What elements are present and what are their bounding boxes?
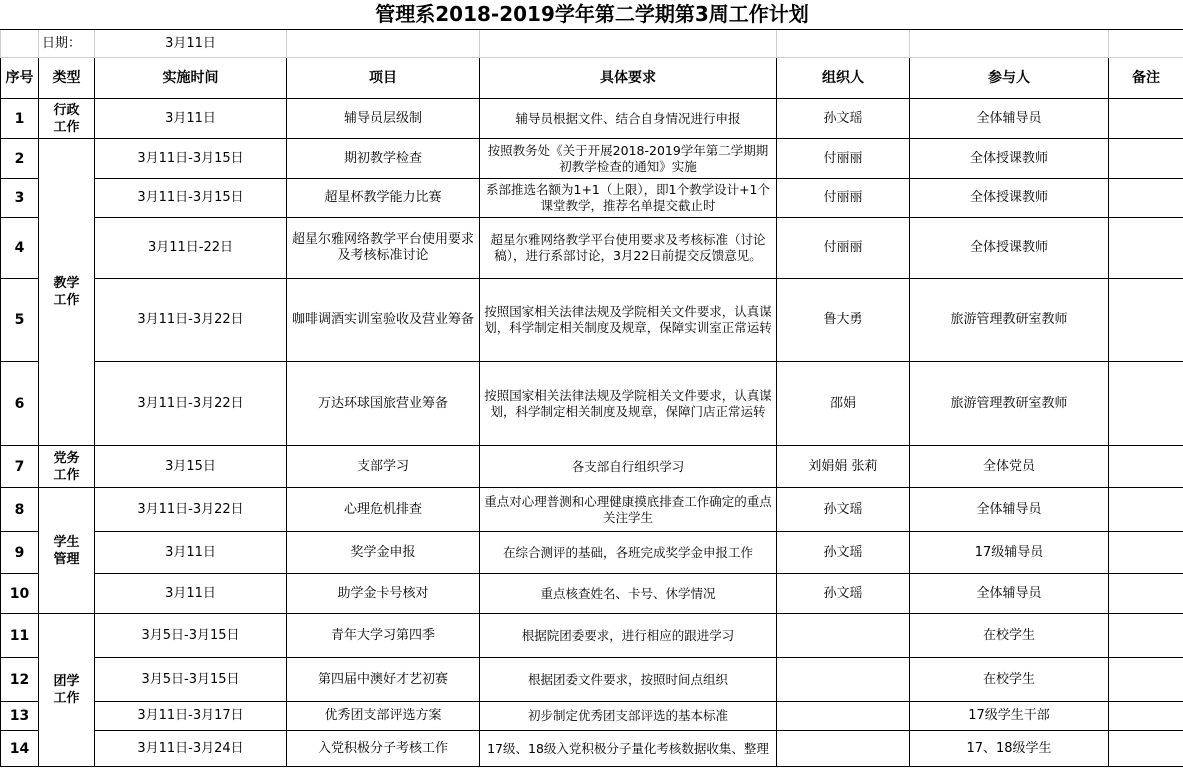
organizer-cell[interactable]: 鲁大勇 <box>777 279 910 362</box>
requirement-cell[interactable]: 重点对心理普测和心理健康摸底排查工作确定的重点关注学生 <box>480 488 777 532</box>
row-number: 14 <box>1 731 39 767</box>
requirement-cell[interactable]: 根据团委文件要求，按照时间点组织 <box>480 658 777 702</box>
item-cell[interactable]: 咖啡调酒实训室验收及营业筹备 <box>287 279 480 362</box>
row-number: 10 <box>1 574 39 614</box>
table-row <box>1 488 1183 532</box>
item-cell[interactable]: 超星尔雅网络教学平台使用要求及考核标准讨论 <box>287 218 480 279</box>
table-row <box>1 702 1183 731</box>
participants-cell[interactable]: 全体辅导员 <box>910 99 1109 139</box>
participants-cell[interactable]: 全体授课教师 <box>910 179 1109 218</box>
requirement-cell[interactable]: 辅导员根据文件、结合自身情况进行申报 <box>480 99 777 139</box>
time-cell[interactable]: 3月11日-3月15日 <box>95 139 287 179</box>
time-cell[interactable]: 3月11日-22日 <box>95 218 287 279</box>
item-cell[interactable]: 支部学习 <box>287 446 480 488</box>
organizer-cell[interactable]: 刘娟娟 张莉 <box>777 446 910 488</box>
participants-cell[interactable]: 全体党员 <box>910 446 1109 488</box>
requirement-cell[interactable]: 17级、18级入党积极分子量化考核数据收集、整理 <box>480 731 777 767</box>
time-cell[interactable]: 3月11日-3月22日 <box>95 279 287 362</box>
organizer-cell[interactable]: 孙文瑶 <box>777 99 910 139</box>
remarks-cell[interactable] <box>1109 614 1183 658</box>
remarks-cell[interactable] <box>1109 702 1183 731</box>
item-cell[interactable]: 辅导员层级制 <box>287 99 480 139</box>
time-cell[interactable]: 3月11日-3月17日 <box>95 702 287 731</box>
participants-cell[interactable]: 17级辅导员 <box>910 532 1109 574</box>
remarks-cell[interactable] <box>1109 99 1183 139</box>
row-number: 4 <box>1 218 39 279</box>
item-cell[interactable]: 青年大学习第四季 <box>287 614 480 658</box>
time-cell[interactable]: 3月5日-3月15日 <box>95 614 287 658</box>
time-cell[interactable]: 3月11日 <box>95 574 287 614</box>
time-cell[interactable]: 3月11日 <box>95 532 287 574</box>
header-participants: 参与人 <box>910 58 1109 99</box>
item-cell[interactable]: 期初教学检查 <box>287 139 480 179</box>
row-number: 6 <box>1 362 39 446</box>
time-cell[interactable]: 3月11日-3月24日 <box>95 731 287 767</box>
requirement-cell[interactable]: 初步制定优秀团支部评选的基本标准 <box>480 702 777 731</box>
item-cell[interactable]: 万达环球国旅营业筹备 <box>287 362 480 446</box>
remarks-cell[interactable] <box>1109 658 1183 702</box>
date-label: 日期： <box>39 30 95 58</box>
row-number: 13 <box>1 702 39 731</box>
organizer-cell[interactable] <box>777 731 910 767</box>
item-cell[interactable]: 优秀团支部评选方案 <box>287 702 480 731</box>
organizer-cell[interactable]: 邵娟 <box>777 362 910 446</box>
table-row <box>1 139 1183 179</box>
date-row <box>1 30 1183 58</box>
requirement-cell[interactable]: 按照国家相关法律法规及学院相关文件要求，认真谋划，科学制定相关制度及规章，保障门店正常运转 <box>480 362 777 446</box>
remarks-cell[interactable] <box>1109 139 1183 179</box>
organizer-cell[interactable]: 孙文瑶 <box>777 488 910 532</box>
requirement-cell[interactable]: 重点核查姓名、卡号、休学情况 <box>480 574 777 614</box>
header-time: 实施时间 <box>95 58 287 99</box>
header-no: 序号 <box>1 58 39 99</box>
time-cell[interactable]: 3月11日-3月22日 <box>95 362 287 446</box>
category-admin: 行政 工作 <box>39 99 95 139</box>
category-student: 学生 管理 <box>39 488 95 614</box>
time-cell[interactable]: 3月11日 <box>95 99 287 139</box>
header-row <box>1 58 1183 99</box>
remarks-cell[interactable] <box>1109 279 1183 362</box>
item-cell[interactable]: 心理危机排查 <box>287 488 480 532</box>
category-party: 党务 工作 <box>39 446 95 488</box>
header-requirement: 具体要求 <box>480 58 777 99</box>
time-cell[interactable]: 3月5日-3月15日 <box>95 658 287 702</box>
remarks-cell[interactable] <box>1109 488 1183 532</box>
date-value[interactable]: 3月11日 <box>95 30 287 58</box>
time-cell[interactable]: 3月11日-3月22日 <box>95 488 287 532</box>
table-row <box>1 614 1183 658</box>
table-row <box>1 279 1183 362</box>
participants-cell[interactable]: 全体辅导员 <box>910 574 1109 614</box>
participants-cell[interactable]: 旅游管理教研室教师 <box>910 362 1109 446</box>
participants-cell[interactable]: 在校学生 <box>910 614 1109 658</box>
requirement-cell[interactable]: 按照国家相关法律法规及学院相关文件要求，认真谋划，科学制定相关制度及规章，保障实训室正常运转 <box>480 279 777 362</box>
row-number: 1 <box>1 99 39 139</box>
table-row <box>1 362 1183 446</box>
remarks-cell[interactable] <box>1109 362 1183 446</box>
organizer-cell[interactable]: 付丽丽 <box>777 179 910 218</box>
organizer-cell[interactable] <box>777 702 910 731</box>
item-cell[interactable]: 助学金卡号核对 <box>287 574 480 614</box>
organizer-cell[interactable] <box>777 658 910 702</box>
table-row <box>1 731 1183 767</box>
requirement-cell[interactable]: 系部推选名额为1+1（上限），即1个教学设计+1个课堂教学，推荐名单提交截止时 <box>480 179 777 218</box>
row-number: 3 <box>1 179 39 218</box>
requirement-cell[interactable]: 根据院团委要求，进行相应的跟进学习 <box>480 614 777 658</box>
row-number: 7 <box>1 446 39 488</box>
organizer-cell[interactable]: 付丽丽 <box>777 218 910 279</box>
item-cell[interactable]: 奖学金申报 <box>287 532 480 574</box>
row-number: 2 <box>1 139 39 179</box>
page-title: 管理系2018-2019学年第二学期第3周工作计划 <box>1 0 1183 30</box>
table-row <box>1 532 1183 574</box>
table-row <box>1 574 1183 614</box>
table-row <box>1 218 1183 279</box>
organizer-cell[interactable]: 孙文瑶 <box>777 532 910 574</box>
requirement-cell[interactable]: 按照教务处《关于开展2018-2019学年第二学期期初教学检查的通知》实施 <box>480 139 777 179</box>
item-cell[interactable]: 第四届中澳好才艺初赛 <box>287 658 480 702</box>
remarks-cell[interactable] <box>1109 446 1183 488</box>
time-cell[interactable]: 3月11日-3月15日 <box>95 179 287 218</box>
remarks-cell[interactable] <box>1109 218 1183 279</box>
remarks-cell[interactable] <box>1109 731 1183 767</box>
participants-cell[interactable]: 17级学生干部 <box>910 702 1109 731</box>
requirement-cell[interactable]: 超星尔雅网络教学平台使用要求及考核标准（讨论稿），进行系部讨论，3月22日前提交反馈意见。 <box>480 218 777 279</box>
header-type: 类型 <box>39 58 95 99</box>
requirement-cell[interactable]: 各支部自行组织学习 <box>480 446 777 488</box>
header-remarks: 备注 <box>1109 58 1183 99</box>
item-cell[interactable]: 入党积极分子考核工作 <box>287 731 480 767</box>
category-league: 团学 工作 <box>39 614 95 767</box>
table-row <box>1 446 1183 488</box>
participants-cell[interactable]: 全体授课教师 <box>910 218 1109 279</box>
remarks-cell[interactable] <box>1109 574 1183 614</box>
row-number: 5 <box>1 279 39 362</box>
requirement-cell[interactable]: 在综合测评的基础，各班完成奖学金申报工作 <box>480 532 777 574</box>
item-cell[interactable]: 超星杯教学能力比赛 <box>287 179 480 218</box>
row-number: 8 <box>1 488 39 532</box>
participants-cell[interactable]: 全体授课教师 <box>910 139 1109 179</box>
organizer-cell[interactable]: 付丽丽 <box>777 139 910 179</box>
category-teaching: 教学 工作 <box>39 139 95 446</box>
row-number: 11 <box>1 614 39 658</box>
table-row <box>1 179 1183 218</box>
participants-cell[interactable]: 全体辅导员 <box>910 488 1109 532</box>
participants-cell[interactable]: 旅游管理教研室教师 <box>910 279 1109 362</box>
row-number: 12 <box>1 658 39 702</box>
remarks-cell[interactable] <box>1109 532 1183 574</box>
participants-cell[interactable]: 在校学生 <box>910 658 1109 702</box>
remarks-cell[interactable] <box>1109 179 1183 218</box>
time-cell[interactable]: 3月15日 <box>95 446 287 488</box>
table-row <box>1 658 1183 702</box>
organizer-cell[interactable] <box>777 614 910 658</box>
table-row <box>1 99 1183 139</box>
row-number: 9 <box>1 532 39 574</box>
organizer-cell[interactable]: 孙文瑶 <box>777 574 910 614</box>
participants-cell[interactable]: 17、18级学生 <box>910 731 1109 767</box>
header-organizer: 组织人 <box>777 58 910 99</box>
header-item: 项目 <box>287 58 480 99</box>
